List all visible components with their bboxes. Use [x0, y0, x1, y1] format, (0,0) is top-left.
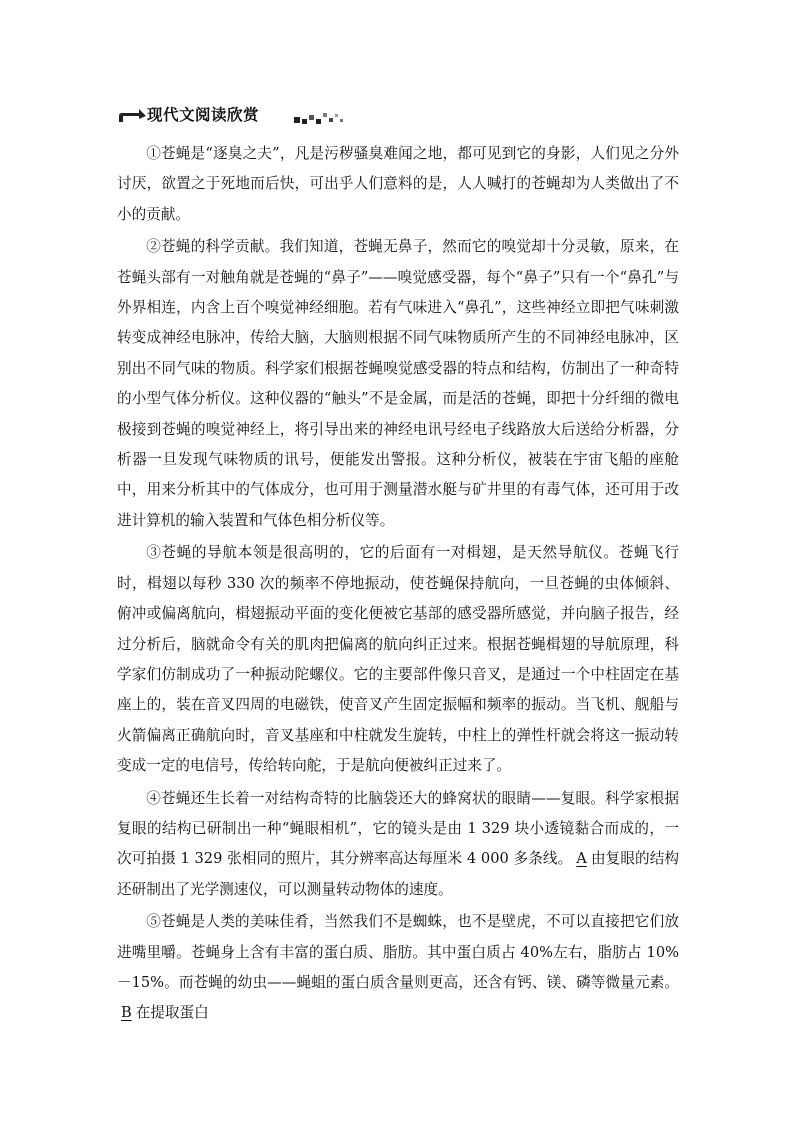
paragraph-5-text: ⑤苍蝇是人类的美味佳肴，当然我们不是蜘蛛，也不是壁虎，不可以直接把它们放进嘴里嚼。苍蝇身上含有丰富的蛋白质、脂肪。其中蛋白质占 40%左右，脂肪占 10%－15%。而苍蝇的幼虫——蝇蛆的蛋白质含量则更高，还含有钙、镁、磷等微量元素。 [117, 913, 679, 991]
dotted-decoration [294, 108, 346, 126]
section-header [117, 104, 327, 126]
article-body [117, 139, 679, 1031]
paragraph-1: ①苍蝇是“逐臭之夫”，凡是污秽骚臭难闻之地，都可见到它的身影，人们见之分外讨厌，欲置之于死地而后快，可出乎人们意料的是，人人喊打的苍蝇却为人类做出了不小的贡献。 [117, 145, 679, 223]
paragraph-3: ③苍蝇的导航本领是很高明的，它的后面有一对楫翅，是天然导航仪。苍蝇飞行时，楫翅以每秒 330 次的频率不停地振动，使苍蝇保持航向，一旦苍蝇的虫体倾斜、俯冲或偏离航向，楫翅振动平面的变化便被它基部的感受器所感觉，并向脑子报告，经过分析后，脑就命令有关的肌肉把偏离的航向纠正过来。根据苍蝇楫翅的导航原理，科学家们仿制成功了一种振动陀螺仪。它的主要部件像只音叉，是通过一个中柱固定在基座上的，装在音叉四周的电磁铁，使音叉产生固定振幅和频率的振动。当飞机、舰船与火箭偏离正确航向时，音叉基座和中柱就发生旋转，中柱上的弹性杆就会将这一振动转变成一定的电信号，传给转向舵，于是航向便被纠正过来了。 [117, 544, 679, 775]
paragraph-5 [117, 907, 679, 1029]
blank-a: A [576, 850, 587, 868]
section-title: 现代文阅读欣赏 [147, 106, 260, 124]
paragraph-4-text: ④苍蝇还生长着一对结构奇特的比脑袋还大的蜂窝状的眼睛——复眼。科学家根据复眼的结构已研制出一种“蝇眼相机”，它的镜头是由 1 329 块小透镜黏合而成的，一次可拍摄 1 329 张相同的照片，其分辨率高达每厘米 4 000 多条线。 [117, 789, 679, 868]
paragraph-5-text-end: 在提取蛋白 [135, 1004, 209, 1022]
paragraph-4 [117, 784, 679, 906]
blank-b: B [121, 1004, 132, 1022]
paragraph-4-text-end: 由复眼的结构还研制出了光学测速仪，可以测量转动物体的速度。 [117, 850, 679, 898]
paragraph-2: ②苍蝇的科学贡献。我们知道，苍蝇无鼻子，然而它的嗅觉却十分灵敏，原来，在苍蝇头部有一对触角就是苍蝇的“鼻子”——嗅觉感受器，每个“鼻子”只有一个“鼻孔”与外界相连，内含上百个嗅觉神经细胞。若有气味进入“鼻孔”，这些神经立即把气味刺激转变成神经电脉冲，传给大脑，大脑则根据不同气味物质所产生的不同神经电脉冲，区别出不同气味的物质。科学家们根据苍蝇嗅觉感受器的特点和结构，仿制出了一种奇特的小型气体分析仪。这种仪器的“触头”不是金属，而是活的苍蝇，即把十分纤细的微电极接到苍蝇的嗅觉神经上，将引导出来的神经电讯号经电子线路放大后送给分析器，分析器一旦发现气味物质的讯号，便能发出警报。这种分析仪，被装在宇宙飞船的座舱中，用来分析其中的气体成分，也可用于测量潜水艇与矿井里的有毒气体，还可用于改进计算机的输入装置和气体色相分析仪等。 [117, 238, 679, 529]
arrow-icon [117, 104, 147, 126]
